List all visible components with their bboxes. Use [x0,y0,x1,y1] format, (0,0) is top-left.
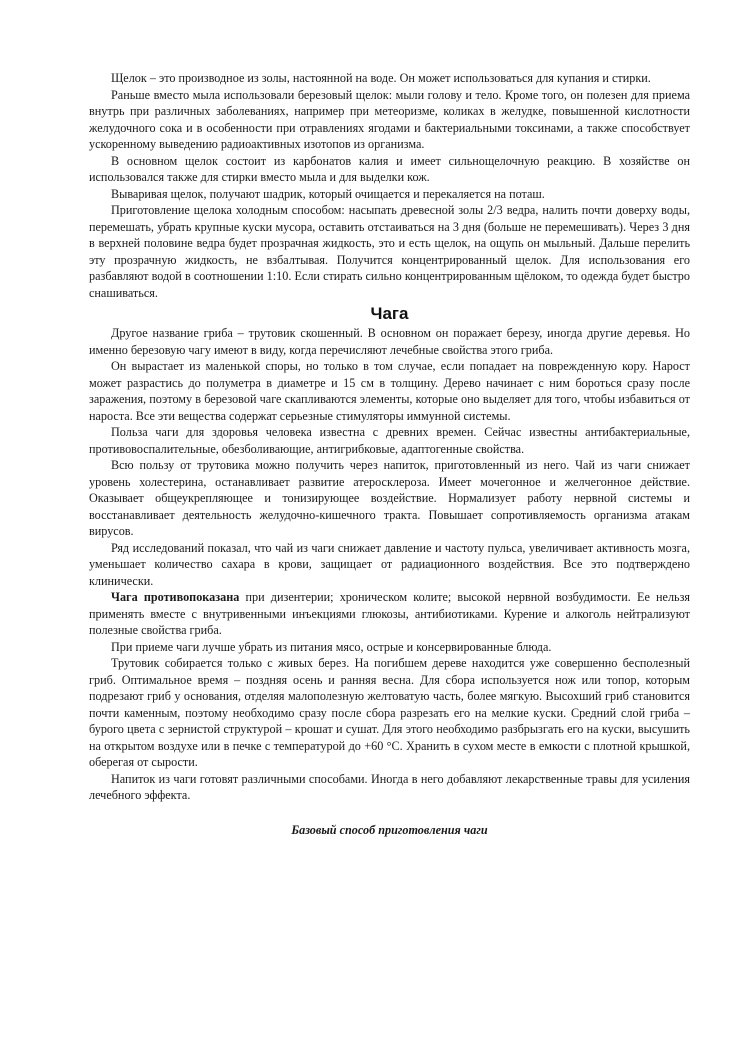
paragraph-lye-boiling: Вываривая щелок, получают шадрик, который очищается и перекаляется на поташ. [111,186,545,201]
paragraph-chaga-diet: При приеме чаги лучше убрать из питания мясо, острые и консервированные блюда. [111,639,552,654]
paragraph-chaga-preparation: Напиток из чаги готовят различными способами. Иногда в него добавляют лекарственные травы для усиления лечебного эффекта. [89,771,690,802]
paragraph-chaga-benefits: Польза чаги для здоровья человека известна с древних времен. Сейчас известны антибактериальные, противовоспалительные, обезболивающие, антигрибковые, адаптогенные свойства. [89,425,690,456]
paragraph-lye-cold-method: Приготовление щелока холодным способом: насыпать древесной золы 2/3 ведра, налить почти доверху воды, перемешать, убрать крупные куски мусора, оставить отстаиваться на 3 дня (больше не перемешивать). Через 3 дня в верхней половине ведра будет прозрачная жидкость, это и есть щелок, на ощупь он мыльный. Дальше перелить эту прозрачную жидкость, не взбалтывая. Получится концентрированный щелок. Для использования его разбавляют водой в соотношении 1:10. Если стирать сильно концентрированным щёлоком, то одежда будет быстро снашиваться. [89,203,690,300]
contraindications-label: Чага противопоказана [111,590,240,604]
paragraph-chaga-name: Другое название гриба – трутовик скошенный. В основном он поражает березу, иногда другие деревья. Но именно березовую чагу имеют в виду, когда перечисляют лечебные свойства этого гриба. [89,326,690,357]
subsection-title-basic-method: Базовый способ приготовления чаги [291,822,488,837]
document-page [89,70,690,838]
paragraph-chaga-drink: Всю пользу от трутовика можно получить через напиток, приготовленный из него. Чай из чаги снижает уровень холестерина, останавливает развитие атеросклероза. Имеет мочегонное и желчегонное действие. Оказывает общеукрепляющее и тонизирующее воздействие. Нормализует работу нервной системы и восстанавливает деятельность желудочно-кишечного тракта. Повышает сопротивляемость организма атакам вирусов. [89,458,690,538]
contraindications-text: при дизентерии; хроническом колите; высокой нервной возбудимости. Ее нельзя применять вместе с внутривенными инъекциями глюкозы, антибиотиками. Курение и алкоголь нейтрализуют полезные свойства гриба. [89,590,691,637]
paragraph-lye-history: Раньше вместо мыла использовали березовый щелок: мыли голову и тело. Кроме того, он полезен для приема внутрь при различных заболеваниях, например при метеоризме, коликах в желудке, повышенной кислотности желудочного сока и в особенности при отравлениях ягодами и бактериальными токсинами, а также способствует ускоренному выведению радиоактивных изотопов из организма. [89,87,690,151]
paragraph-lye-definition: Щелок – это производное из золы, настоянной на воде. Он может использоваться для купания и стирки. [111,71,651,85]
paragraph-lye-composition: В основном щелок состоит из карбонатов калия и имеет сильнощелочную реакцию. В хозяйстве он использовался также для стирки вместо мыла и для выделки кож. [89,153,690,184]
paragraph-chaga-growth: Он вырастает из маленькой споры, но только в том случае, если попадает на поврежденную кору. Нарост может разрастись до полуметра в диаметре и 15 см в толщину. Дерево начинает с ним бороться сразу после заражения, поэтому в березовой чаге скапливаются элементы, которые оно выделяет для того, чтобы избавиться от нароста. Все эти вещества содержат серьезные стимуляторы иммунной системы. [89,359,690,423]
paragraph-chaga-contraindications [89,589,690,639]
section-heading-chaga: Чага [370,304,409,323]
paragraph-chaga-collection: Трутовик собирается только с живых берез. На погибшем дереве находится уже совершенно бесполезный гриб. Оптимальное время – поздняя осень и ранняя весна. Для сбора используется нож или топор, которым подрезают гриб у основания, отделяя малополезную желтоватую часть, более мягкую. Высохший гриб становится почти каменным, поэтому необходимо сразу после сбора разрезать его на мелкие куски. Средний слой гриба – бурого цвета с зернистой структурой – крошат и сушат. Для этого необходимо разбрызгать его на куски, высушить на открытом воздухе или в печке с температурой до +60 °С. Хранить в сухом месте в емкости с плотной крышкой, оберегая от сырости. [89,656,690,769]
paragraph-chaga-research: Ряд исследований показал, что чай из чаги снижает давление и частоту пульса, увеличивает активность мозга, уменьшает количество сахара в крови, защищает от радиационного воздействия. Все это подтверждено клинически. [89,540,690,588]
